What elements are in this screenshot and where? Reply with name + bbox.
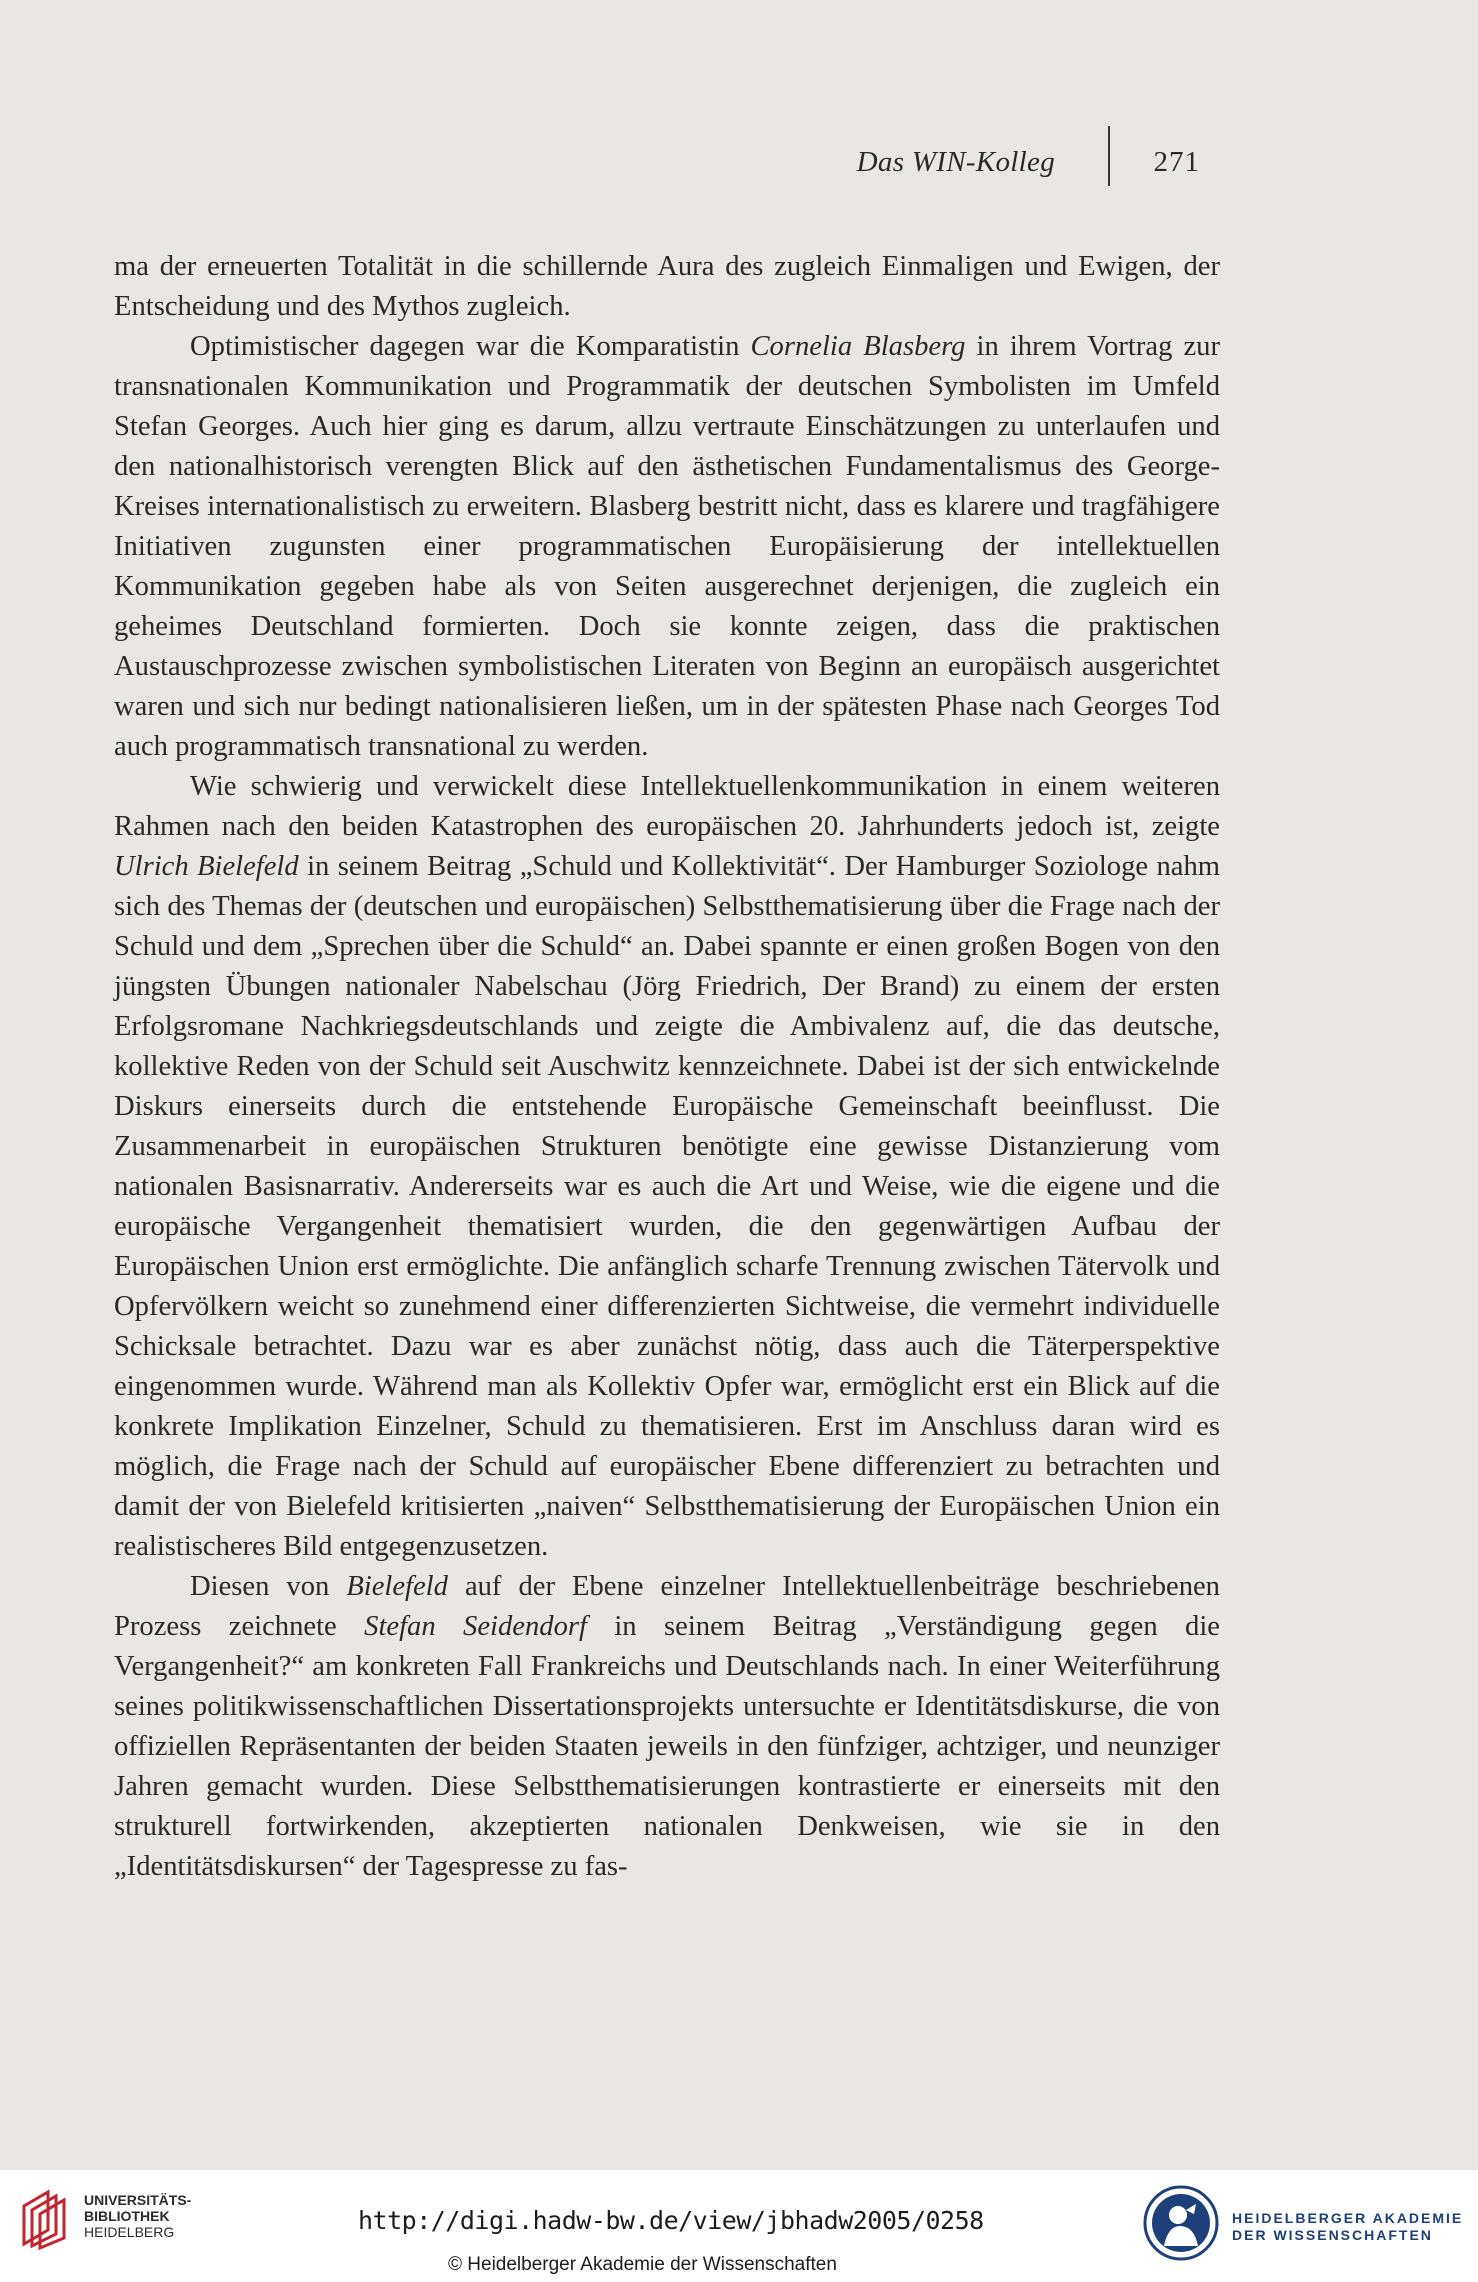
running-head-divider xyxy=(1108,126,1110,186)
person-name-seidendorf: Stefan Seidendorf xyxy=(364,1611,587,1642)
running-head-title: Das WIN-Kolleg xyxy=(856,146,1055,178)
academy-name-line-1: HEIDELBERGER AKADEMIE xyxy=(1232,2210,1464,2226)
paragraph-2 xyxy=(114,327,1220,767)
library-logo-icon xyxy=(18,2186,76,2250)
person-name-bielefeld-2: Bielefeld xyxy=(346,1571,448,1602)
copyright-notice: © Heidelberger Akademie der Wissenschaften xyxy=(448,2254,837,2275)
paragraph-4-text-c: in seinem Beitrag „Verständigung gegen die Vergangenheit?“ am konkreten Fall Frankreichs und Deutschlands nach. In einer Weiterführung seines politikwissenschaftlichen Dissertationsprojekts untersuchte er Identitätsdiskurse, die von offiziellen Repräsentanten der beiden Staaten jeweils in den fünfziger, achtziger, und neunziger Jahren gemacht wurden. Diese Selbstthematisierungen kontrastierte er einerseits mit den strukturell fortwirkenden, akzeptierten nationalen Denkweisen, wie sie in den „Identitätsdiskursen“ der Tagespresse zu fas- xyxy=(114,1611,1220,1882)
paragraph-3 xyxy=(114,767,1220,1567)
library-name-line-1: UNIVERSITÄTS- xyxy=(84,2192,192,2208)
paragraph-4-text-b: auf der Ebene einzelner Intellektuellenbeiträge beschriebenen Prozess zeichnete xyxy=(114,1571,1220,1642)
page-number: 271 xyxy=(1153,146,1200,178)
library-name-line-2: BIBLIOTHEK xyxy=(84,2208,170,2224)
person-name-bielefeld: Ulrich Bielefeld xyxy=(114,851,299,882)
paragraph-4-text-a: Diesen von xyxy=(190,1571,347,1602)
academy-name-line-2: DER WISSENSCHAFTEN xyxy=(1232,2227,1433,2243)
running-head xyxy=(840,142,1200,186)
paragraph-2-text-a: Optimistischer dagegen war die Komparatistin xyxy=(190,331,751,362)
academy-seal-icon xyxy=(1142,2184,1220,2262)
paragraph-4 xyxy=(114,1567,1220,1887)
library-name-line-3: HEIDELBERG xyxy=(84,2224,175,2240)
paragraph-3-text-a: Wie schwierig und verwickelt diese Intellektuellenkommunikation in einem weiteren Rahmen nach den beiden Katastrophen des europäischen 20. Jahrhunderts jedoch ist, zeigte xyxy=(114,771,1220,842)
paragraph-1: ma der erneuerten Totalität in die schillernde Aura des zugleich Einmaligen und Ewigen, der Entscheidung und des Mythos zugleich. xyxy=(114,251,1220,322)
paragraph-2-text-b: in ihrem Vortrag zur transnationalen Kommunikation und Programmatik der deutschen Symbolisten im Umfeld Stefan Georges. Auch hier ging es darum, allzu vertraute Einschätzungen zu unterlaufen und den nationalhistorisch verengten Blick auf den ästhetischen Fundamentalismus des George-Kreises internationalistisch zu erweitern. Blasberg bestritt nicht, dass es klarere und tragfähigere Initiativen zugunsten einer programmatischen Europäisierung der intellektuellen Kommunikation gegeben habe als von Seiten ausgerechnet derjenigen, die zugleich ein geheimes Deutschland formierten. Doch sie konnte zeigen, dass die praktischen Austauschprozesse zwischen symbolistischen Literaten von Beginn an europäisch ausgerichtet waren und sich nur bedingt nationalisieren ließen, um in der spätesten Phase nach Georges Tod auch programmatisch transnational zu werden. xyxy=(114,331,1220,762)
paragraph-3-text-b: in seinem Beitrag „Schuld und Kollektivität“. Der Hamburger Soziologe nahm sich des Themas der (deutschen und europäischen) Selbstthematisierung über die Frage nach der Schuld und dem „Sprechen über die Schuld“ an. Dabei spannte er einen großen Bogen von den jüngsten Übungen nationaler Nabelschau (Jörg Friedrich, Der Brand) zu einem der ersten Erfolgsromane Nachkriegsdeutschlands und zeigte die Ambivalenz auf, die das deutsche, kollektive Reden von der Schuld seit Auschwitz kennzeichnete. Dabei ist der sich entwickelnde Diskurs einerseits durch die entstehende Europäische Gemeinschaft beeinflusst. Die Zusammenarbeit in europäischen Strukturen benötigte eine gewisse Distanzierung vom nationalen Basisnarrativ. Andererseits war es auch die Art und Weise, wie die eigene und die europäische Vergangenheit thematisiert wurden, die den gegenwärtigen Aufbau der Europäischen Union erst ermöglichte. Die anfänglich scharfe Trennung zwischen Tätervolk und Opfervölkern weicht so zunehmend einer differenzierten Sichtweise, die vermehrt individuelle Schicksale betrachtet. Dazu war es aber zunächst nötig, dass auch die Täterperspektive eingenommen wurde. Während man als Kollektiv Opfer war, ermöglicht erst ein Blick auf die konkrete Implikation Einzelner, Schuld zu thematisieren. Erst im Anschluss daran wird es möglich, die Frage nach der Schuld auf europäischer Ebene differenziert zu betrachten und damit der von Bielefeld kritisierten „naiven“ Selbstthematisierung der Europäischen Union ein realistischeres Bild entgegenzusetzen. xyxy=(114,851,1221,1562)
library-name xyxy=(84,2192,191,2240)
digitization-footer xyxy=(0,2170,1478,2282)
academy-name xyxy=(1232,2210,1463,2244)
body-text xyxy=(114,247,1220,1887)
permalink-url[interactable]: http://digi.hadw-bw.de/view/jbhadw2005/0258 xyxy=(358,2206,984,2235)
person-name-blasberg: Cornelia Blasberg xyxy=(750,331,966,362)
